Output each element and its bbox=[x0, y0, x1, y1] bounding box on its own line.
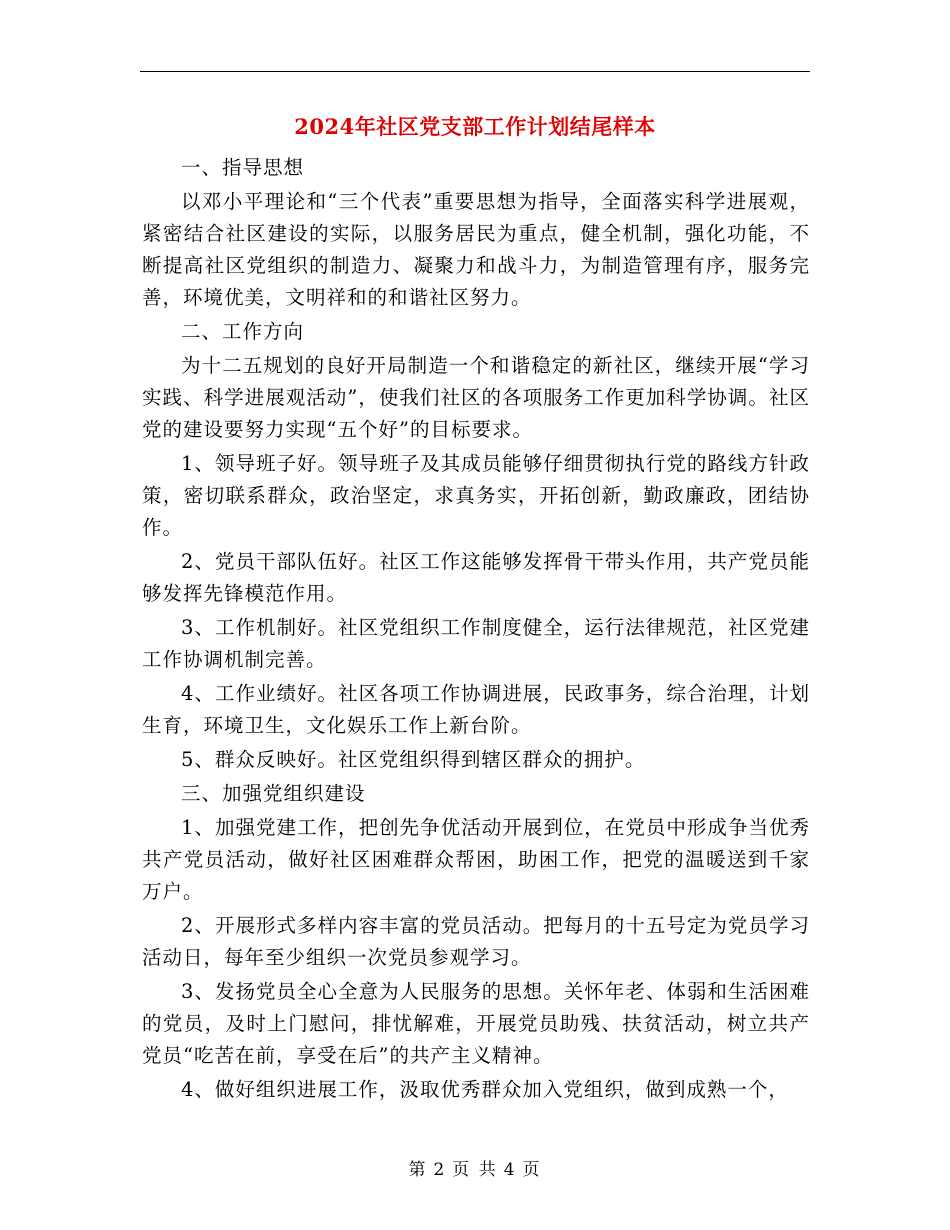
footer-suffix: 页 bbox=[522, 1160, 542, 1180]
list-item: 3、工作机制好。社区党组织工作制度健全，运行法律规范，社区党建工作协调机制完善。 bbox=[142, 616, 810, 671]
list-item: 5、群众反映好。社区党组织得到辖区群众的拥护。 bbox=[181, 748, 646, 771]
document-title: 2024年社区党支部工作计划结尾样本 bbox=[294, 114, 656, 139]
header-rule bbox=[140, 71, 810, 72]
paragraph: 为十二五规划的良好开局制造一个和谐稳定的新社区，继续开展“学习实践、科学进展观活动”，使我们社区的各项服务工作更加科学协调。社区党的建设要努力实现“五个好”的目标要求。 bbox=[142, 354, 810, 441]
document-body bbox=[142, 152, 810, 1108]
total-page-count: 4 bbox=[503, 1160, 517, 1180]
current-page-number: 2 bbox=[433, 1160, 447, 1180]
page-footer bbox=[0, 1155, 950, 1180]
section-heading-guiding-ideology: 一、指导思想 bbox=[181, 156, 305, 179]
list-item: 1、加强党建工作，把创先争优活动开展到位，在党员中形成争当优秀共产党员活动，做好社区困难群众帮困，助困工作，把党的温暖送到千家万户。 bbox=[142, 816, 810, 903]
list-item: 2、开展形式多样内容丰富的党员活动。把每月的十五号定为党员学习活动日，每年至少组织一次党员参观学习。 bbox=[142, 914, 810, 969]
paragraph: 以邓小平理论和“三个代表”重要思想为指导，全面落实科学进展观，紧密结合社区建设的实际，以服务居民为重点，健全机制，强化功能，不断提高社区党组织的制造力、凝聚力和战斗力，为制造管理有序，服务完善，环境优美，文明祥和的和谐社区努力。 bbox=[142, 190, 810, 309]
list-item: 4、工作业绩好。社区各项工作协调进展，民政事务，综合治理，计划生育，环境卫生，文化娱乐工作上新台阶。 bbox=[142, 682, 810, 737]
list-item: 4、做好组织进展工作，汲取优秀群众加入党组织，做到成熟一个， bbox=[181, 1078, 789, 1101]
list-item: 1、领导班子好。领导班子及其成员能够仔细贯彻执行党的路线方针政策，密切联系群众，政治坚定，求真务实，开拓创新，勤政廉政，团结协作。 bbox=[142, 452, 810, 539]
list-item: 3、发扬党员全心全意为人民服务的思想。关怀年老、体弱和生活困难的党员，及时上门慰问，排忧解难，开展党员助残、扶贫活动，树立共产党员“吃苦在前，享受在后”的共产主义精神。 bbox=[142, 980, 810, 1067]
footer-prefix: 第 bbox=[408, 1160, 428, 1180]
section-heading-party-building: 三、加强党组织建设 bbox=[181, 782, 366, 805]
section-heading-work-direction: 二、工作方向 bbox=[181, 320, 305, 343]
footer-middle: 页 共 bbox=[452, 1160, 498, 1180]
list-item: 2、党员干部队伍好。社区工作这能够发挥骨干带头作用，共产党员能够发挥先锋模范作用。 bbox=[142, 550, 810, 605]
